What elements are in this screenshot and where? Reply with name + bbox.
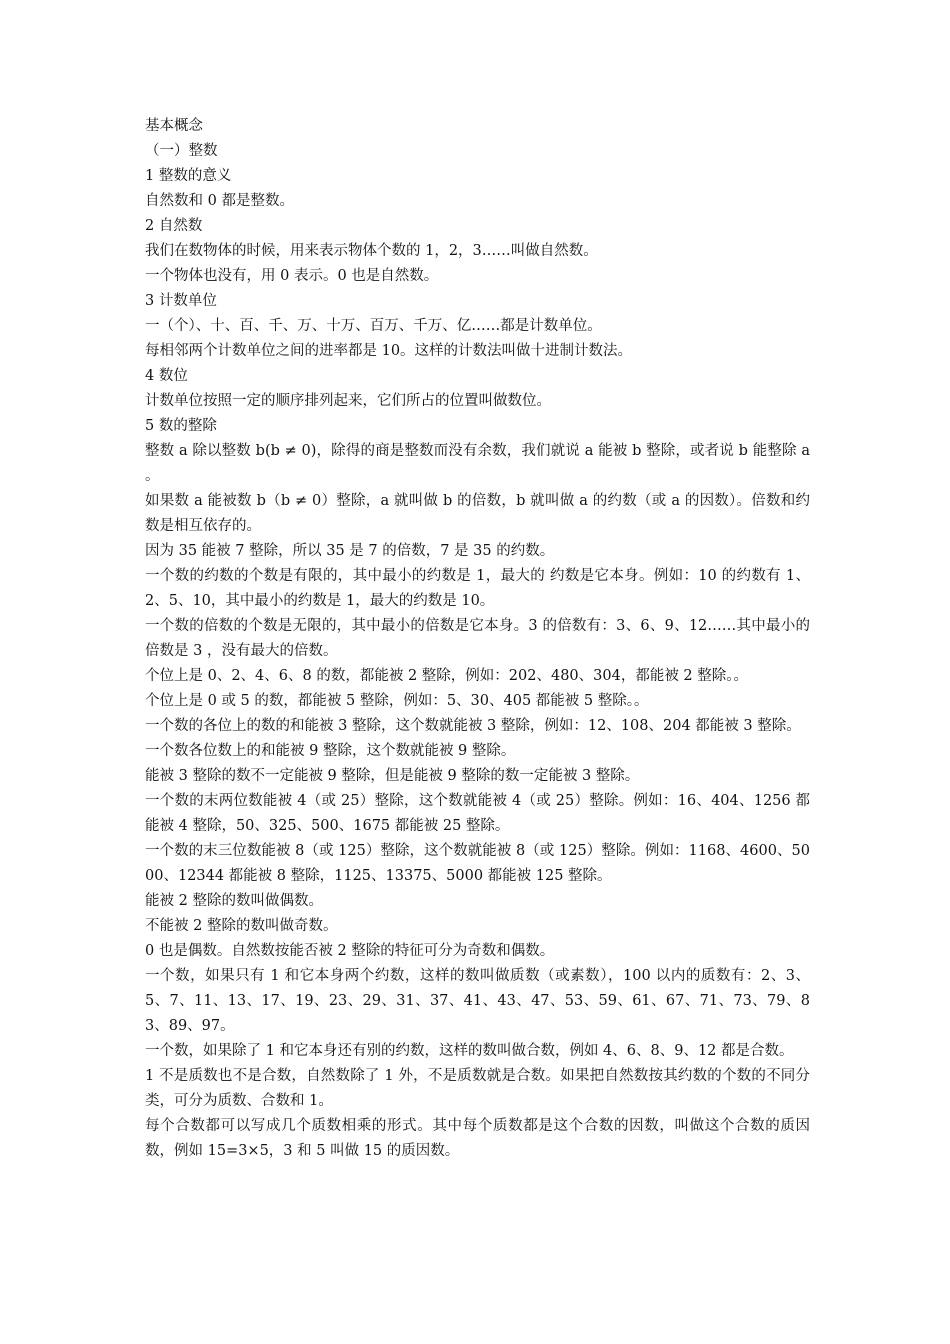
document-body (145, 114, 810, 1164)
paragraph: 一个数各位数上的和能被 9 整除，这个数就能被 9 整除。 (145, 743, 516, 759)
paragraph: 整数 a 除以整数 b(b ≠ 0)，除得的商是整数而没有余数，我们就说 a 能被 b 整除，或者说 b 能整除 a 。 (145, 443, 810, 484)
subheading-meaning-of-integers: 1 整数的意义 (145, 168, 232, 184)
paragraph: 一（个）、十、百、千、万、十万、百万、千万、亿……都是计数单位。 (145, 318, 602, 334)
paragraph: 一个数的末三位数能被 8（或 125）整除，这个数就能被 8（或 125）整除。例如：1168、4600、5000、12344 都能被 8 整除，1125、13375、5000 都能被 125 整除。 (145, 843, 810, 884)
paragraph: 一个数的各位上的数的和能被 3 整除，这个数就能被 3 整除，例如：12、108、204 都能被 3 整除。 (145, 718, 801, 734)
subheading-divisibility: 5 数的整除 (145, 418, 217, 434)
paragraph: 如果数 a 能被数 b（b ≠ 0）整除，a 就叫做 b 的倍数，b 就叫做 a 的约数（或 a 的因数）。倍数和约数是相互依存的。 (145, 493, 810, 534)
paragraph: 自然数和 0 都是整数。 (145, 193, 294, 209)
paragraph: 能被 3 整除的数不一定能被 9 整除，但是能被 9 整除的数一定能被 3 整除。 (145, 768, 640, 784)
paragraph: 1 不是质数也不是合数，自然数除了 1 外，不是质数就是合数。如果把自然数按其约数的个数的不同分类，可分为质数、合数和 1。 (145, 1068, 810, 1109)
paragraph: 计数单位按照一定的顺序排列起来，它们所占的位置叫做数位。 (145, 393, 551, 409)
paragraph: 一个数的倍数的个数是无限的，其中最小的倍数是它本身。3 的倍数有：3、6、9、12……其中最小的倍数是 3 ，没有最大的倍数。 (145, 618, 810, 659)
paragraph: 0 也是偶数。自然数按能否被 2 整除的特征可分为奇数和偶数。 (145, 943, 555, 959)
paragraph: 每相邻两个计数单位之间的进率都是 10。这样的计数法叫做十进制计数法。 (145, 343, 633, 359)
paragraph: 一个数，如果除了 1 和它本身还有别的约数，这样的数叫做合数，例如 4、6、8、9、12 都是合数。 (145, 1043, 794, 1059)
section-heading-integers: （一）整数 (145, 143, 218, 159)
subheading-natural-numbers: 2 自然数 (145, 218, 203, 234)
subheading-counting-units: 3 计数单位 (145, 293, 217, 309)
paragraph: 不能被 2 整除的数叫做奇数。 (145, 918, 338, 934)
paragraph: 能被 2 整除的数叫做偶数。 (145, 893, 323, 909)
paragraph: 一个物体也没有，用 0 表示。0 也是自然数。 (145, 268, 439, 284)
paragraph: 个位上是 0、2、4、6、8 的数，都能被 2 整除，例如：202、480、304，都能被 2 整除。。 (145, 668, 749, 684)
paragraph: 一个数，如果只有 1 和它本身两个约数，这样的数叫做质数（或素数），100 以内的质数有：2、3、5、7、11、13、17、19、23、29、31、37、41、43、47、53、59、61、67、71、73、79、83、89、97。 (145, 968, 810, 1034)
paragraph: 每个合数都可以写成几个质数相乘的形式。其中每个质数都是这个合数的因数，叫做这个合数的质因数，例如 15=3×5，3 和 5 叫做 15 的质因数。 (145, 1118, 810, 1159)
paragraph: 一个数的末两位数能被 4（或 25）整除，这个数就能被 4（或 25）整除。例如：16、404、1256 都能被 4 整除，50、325、500、1675 都能被 25 整除。 (145, 793, 810, 834)
paragraph: 一个数的约数的个数是有限的，其中最小的约数是 1，最大的 约数是它本身。例如：10 的约数有 1、2、5、10，其中最小的约数是 1，最大的约数是 10。 (145, 568, 810, 609)
paragraph: 我们在数物体的时候，用来表示物体个数的 1，2，3……叫做自然数。 (145, 243, 598, 259)
paragraph: 因为 35 能被 7 整除，所以 35 是 7 的倍数，7 是 35 的约数。 (145, 543, 555, 559)
heading-basic-concepts: 基本概念 (145, 118, 203, 134)
paragraph: 个位上是 0 或 5 的数，都能被 5 整除，例如：5、30、405 都能被 5 整除。。 (145, 693, 649, 709)
subheading-digit-positions: 4 数位 (145, 368, 188, 384)
